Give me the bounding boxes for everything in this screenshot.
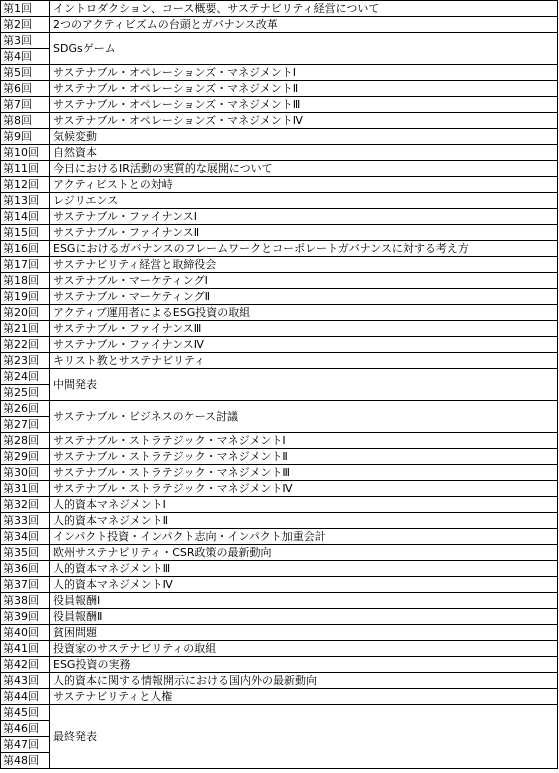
session-title: 最終発表 xyxy=(50,705,558,769)
session-title: イントロダクション、コース概要、サステナビリティ経営について xyxy=(50,1,558,17)
session-number: 第18回 xyxy=(1,273,50,289)
session-number: 第22回 xyxy=(1,337,50,353)
session-title: 人的資本マネジメントⅣ xyxy=(50,577,558,593)
table-row xyxy=(1,353,558,369)
table-row xyxy=(1,673,558,689)
table-row xyxy=(1,33,558,49)
table-row xyxy=(1,513,558,529)
table-row xyxy=(1,161,558,177)
session-title: サステナブル・ストラテジック・マネジメントⅠ xyxy=(50,433,558,449)
table-row xyxy=(1,689,558,705)
session-number: 第7回 xyxy=(1,97,50,113)
table-row xyxy=(1,305,558,321)
session-number: 第28回 xyxy=(1,433,50,449)
session-number: 第21回 xyxy=(1,321,50,337)
session-title: 役員報酬Ⅰ xyxy=(50,593,558,609)
session-number: 第38回 xyxy=(1,593,50,609)
session-title: 役員報酬Ⅱ xyxy=(50,609,558,625)
table-row xyxy=(1,113,558,129)
session-title: 2つのアクティビズムの台頭とガバナンス改革 xyxy=(50,17,558,33)
session-title: 貧困問題 xyxy=(50,625,558,641)
session-number: 第9回 xyxy=(1,129,50,145)
session-number: 第42回 xyxy=(1,657,50,673)
session-title: 欧州サステナビリティ・CSR政策の最新動向 xyxy=(50,545,558,561)
session-number: 第35回 xyxy=(1,545,50,561)
session-number: 第40回 xyxy=(1,625,50,641)
session-title: キリスト教とサステナビリティ xyxy=(50,353,558,369)
session-title: 自然資本 xyxy=(50,145,558,161)
session-number: 第6回 xyxy=(1,81,50,97)
session-number: 第4回 xyxy=(1,49,50,65)
session-title: 人的資本マネジメントⅢ xyxy=(50,561,558,577)
table-row xyxy=(1,625,558,641)
session-title: サステナブル・ビジネスのケース討議 xyxy=(50,401,558,433)
schedule-body xyxy=(1,1,558,769)
table-row xyxy=(1,17,558,33)
session-title: サステナブル・ファイナンスⅣ xyxy=(50,337,558,353)
session-number: 第19回 xyxy=(1,289,50,305)
session-title: 投資家のサステナビリティの取組 xyxy=(50,641,558,657)
session-title: サステナブル・オペレーションズ・マネジメントⅢ xyxy=(50,97,558,113)
session-number: 第10回 xyxy=(1,145,50,161)
session-number: 第34回 xyxy=(1,529,50,545)
session-number: 第3回 xyxy=(1,33,50,49)
session-title: ESG投資の実務 xyxy=(50,657,558,673)
session-number: 第31回 xyxy=(1,481,50,497)
session-number: 第27回 xyxy=(1,417,50,433)
session-number: 第32回 xyxy=(1,497,50,513)
table-row xyxy=(1,401,558,417)
session-title: サステナブル・マーケティングⅡ xyxy=(50,289,558,305)
session-title: 気候変動 xyxy=(50,129,558,145)
table-row xyxy=(1,81,558,97)
session-number: 第11回 xyxy=(1,161,50,177)
session-number: 第30回 xyxy=(1,465,50,481)
table-row xyxy=(1,321,558,337)
table-row xyxy=(1,241,558,257)
session-title: 中間発表 xyxy=(50,369,558,401)
table-row xyxy=(1,369,558,385)
session-number: 第48回 xyxy=(1,753,50,769)
session-number: 第5回 xyxy=(1,65,50,81)
session-number: 第1回 xyxy=(1,1,50,17)
session-title: 人的資本に関する情報開示における国内外の最新動向 xyxy=(50,673,558,689)
session-number: 第45回 xyxy=(1,705,50,721)
table-row xyxy=(1,65,558,81)
session-number: 第29回 xyxy=(1,449,50,465)
session-number: 第15回 xyxy=(1,225,50,241)
session-title: サステナブル・マーケティングⅠ xyxy=(50,273,558,289)
table-row xyxy=(1,641,558,657)
table-row xyxy=(1,561,558,577)
table-row xyxy=(1,705,558,721)
table-row xyxy=(1,193,558,209)
session-number: 第2回 xyxy=(1,17,50,33)
table-row xyxy=(1,609,558,625)
table-row xyxy=(1,449,558,465)
table-row xyxy=(1,177,558,193)
session-number: 第25回 xyxy=(1,385,50,401)
session-title: サステナブル・ファイナンスⅢ xyxy=(50,321,558,337)
table-row xyxy=(1,225,558,241)
session-title: レジリエンス xyxy=(50,193,558,209)
session-title: サステナブル・ファイナンスⅡ xyxy=(50,225,558,241)
table-row xyxy=(1,465,558,481)
session-title: アクティブ運用者によるESG投資の取組 xyxy=(50,305,558,321)
table-row xyxy=(1,209,558,225)
table-row xyxy=(1,97,558,113)
session-title: サステナビリティ経営と取締役会 xyxy=(50,257,558,273)
session-number: 第36回 xyxy=(1,561,50,577)
session-title: 人的資本マネジメントⅠ xyxy=(50,497,558,513)
session-title: SDGsゲーム xyxy=(50,33,558,65)
session-number: 第24回 xyxy=(1,369,50,385)
session-title: サステナブル・オペレーションズ・マネジメントⅠ xyxy=(50,65,558,81)
table-row xyxy=(1,481,558,497)
table-row xyxy=(1,257,558,273)
session-number: 第47回 xyxy=(1,737,50,753)
session-title: サステナブル・ストラテジック・マネジメントⅡ xyxy=(50,449,558,465)
session-number: 第13回 xyxy=(1,193,50,209)
session-number: 第44回 xyxy=(1,689,50,705)
session-number: 第23回 xyxy=(1,353,50,369)
session-title: サステナブル・ストラテジック・マネジメントⅣ xyxy=(50,481,558,497)
session-title: アクティビストとの対峙 xyxy=(50,177,558,193)
session-title: インパクト投資・インパクト志向・インパクト加重会計 xyxy=(50,529,558,545)
session-number: 第46回 xyxy=(1,721,50,737)
session-title: サステナビリティと人権 xyxy=(50,689,558,705)
table-row xyxy=(1,145,558,161)
session-number: 第39回 xyxy=(1,609,50,625)
table-row xyxy=(1,545,558,561)
session-title: サステナブル・オペレーションズ・マネジメントⅣ xyxy=(50,113,558,129)
table-row xyxy=(1,529,558,545)
session-number: 第17回 xyxy=(1,257,50,273)
session-number: 第37回 xyxy=(1,577,50,593)
session-number: 第20回 xyxy=(1,305,50,321)
table-row xyxy=(1,289,558,305)
session-title: サステナブル・ファイナンスⅠ xyxy=(50,209,558,225)
table-row xyxy=(1,273,558,289)
session-number: 第12回 xyxy=(1,177,50,193)
session-number: 第14回 xyxy=(1,209,50,225)
session-title: サステナブル・オペレーションズ・マネジメントⅡ xyxy=(50,81,558,97)
table-row xyxy=(1,433,558,449)
table-row xyxy=(1,1,558,17)
session-title: 今日におけるIR活動の実質的な展開について xyxy=(50,161,558,177)
session-title: サステナブル・ストラテジック・マネジメントⅢ xyxy=(50,465,558,481)
table-row xyxy=(1,497,558,513)
table-row xyxy=(1,337,558,353)
session-number: 第8回 xyxy=(1,113,50,129)
table-row xyxy=(1,657,558,673)
table-row xyxy=(1,593,558,609)
session-number: 第16回 xyxy=(1,241,50,257)
table-row xyxy=(1,577,558,593)
session-number: 第26回 xyxy=(1,401,50,417)
session-number: 第43回 xyxy=(1,673,50,689)
table-row xyxy=(1,129,558,145)
session-number: 第33回 xyxy=(1,513,50,529)
session-title: 人的資本マネジメントⅡ xyxy=(50,513,558,529)
session-number: 第41回 xyxy=(1,641,50,657)
session-title: ESGにおけるガバナンスのフレームワークとコーポレートガバナンスに対する考え方 xyxy=(50,241,558,257)
